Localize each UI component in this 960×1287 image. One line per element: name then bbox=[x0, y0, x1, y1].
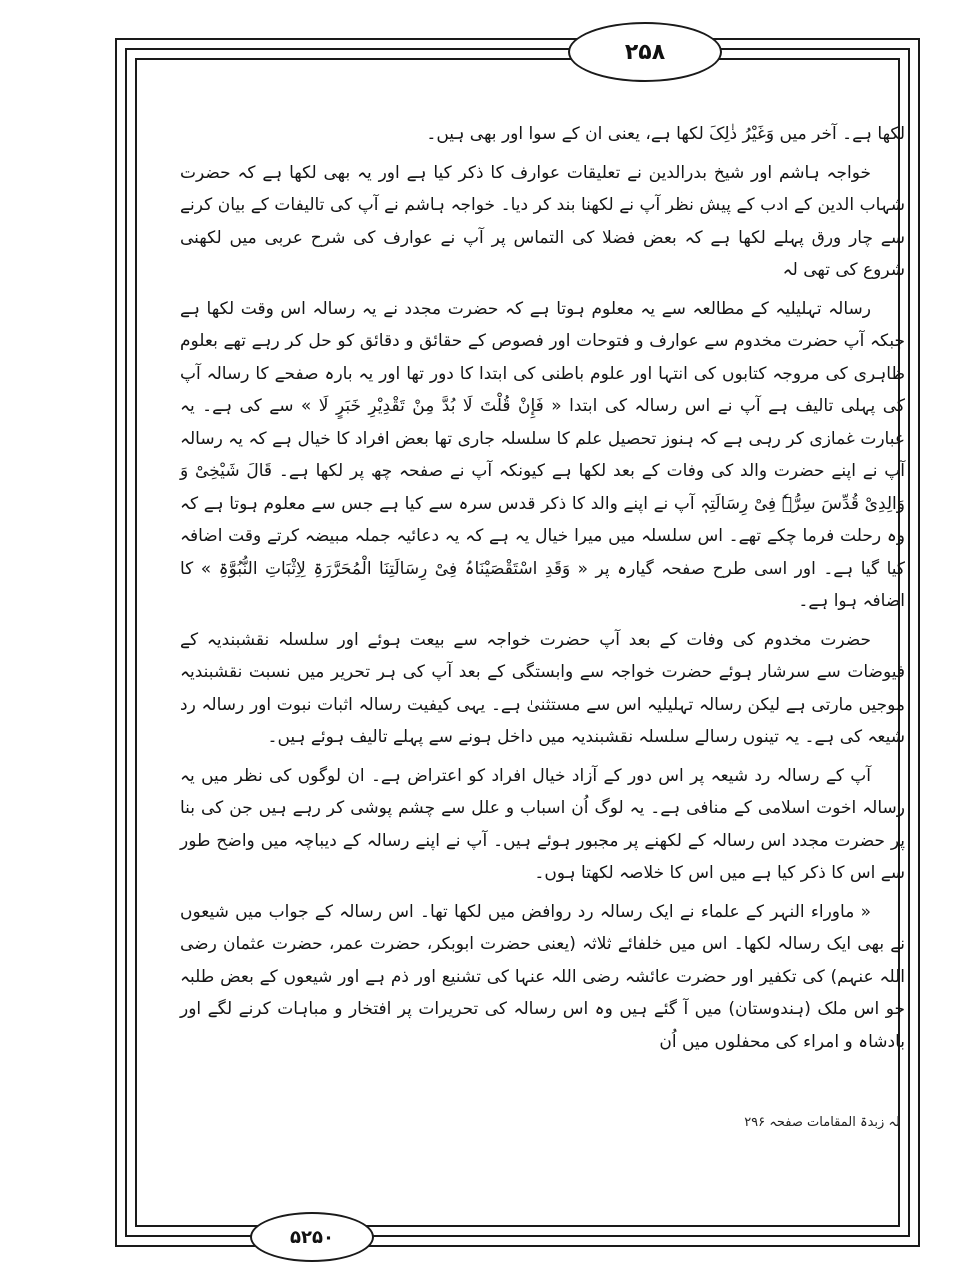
paragraph-5: آپ کے رسالہ رد شیعہ پر اس دور کے آزاد خیال افراد کو اعتراض ہے۔ ان لوگوں کی نظر میں یہ رسالہ اخوت اسلامی کے منافی ہے۔ یہ لوگ اُن اسباب و علل سے چشم پوشی کر رہے ہیں جن کی بنا پر حضرت مجدد اس رسالہ کے لکھنے پر مجبور ہوئے ہیں۔ آپ نے اپنے رسالہ کے دیباچہ میں واضح طور سے اس کا ذکر کیا ہے میں اس کا خلاصہ لکھتا ہوں۔ bbox=[180, 765, 905, 883]
page-body bbox=[180, 118, 905, 1064]
paragraph-3: رسالہ تہلیلیہ کے مطالعہ سے یہ معلوم ہوتا ہے کہ حضرت مجدد نے یہ رسالہ اس وقت لکھا ہے جبکہ آپ حضرت مخدوم سے عوارف و فتوحات اور فصوص کے حقائق و دقائق کو حل کر رہے تھے بعلوم ظاہری کی مروجہ کتابوں کی انتہا اور علوم باطنی کی ابتدا کا دور تھا اور یہ بارہ صفحے کا رسالہ آپ کی پہلی تالیف ہے آپ نے اس رسالہ کی ابتدا « فَإِنْ قُلْتَ لَا بُدَّ مِنْ تَقْدِیْرِ خَبَرٍ لَا » سے کی ہے۔ یہ عبارت غمازی کر رہی ہے کہ ہنوز تحصیل علم کا سلسلہ جاری تھا بعض افراد کا خیال ہے کہ یہ رسالہ آپ نے اپنے حضرت والد کی وفات کے بعد لکھا ہے کیونکہ آپ نے صفحہ چھ پر لکھا ہے۔ قَالَ شَیْخِیْ وَ وَالِدِیْ قُدِّسَ سِرُّہٗ فِیْ رِسَالَتِہٖ آپ نے اپنے والد کا ذکر قدس سرہ سے کیا ہے جس سے معلوم ہوتا ہے کہ وہ رحلت فرما چکے تھے۔ اس سلسلہ میں میرا خیال یہ ہے کہ یہ دعائیہ جملہ مبیضہ کرتے وقت اضافہ کیا گیا ہے۔ اور اسی طرح صفحہ گیارہ پر « وَقَدِ اسْتَقْصَیْنَاہُ فِیْ رِسَالَتِنَا الْمُحَرَّرَۃِ لِاِثْبَاتِ النُّبُوَّۃِ » کا اضافہ ہوا ہے۔ bbox=[180, 298, 905, 611]
paragraph-4: حضرت مخدوم کی وفات کے بعد آپ حضرت خواجہ سے بیعت ہوئے اور سلسلہ نقشبندیہ کے فیوضات سے سرشار ہوئے حضرت خواجہ سے وابستگی کے بعد آپ کی ہر تحریر میں نسبت نقشبندیہ موجیں مارتی ہے لیکن رسالہ تہلیلیہ اس سے مستثنیٰ ہے۔ یہی کیفیت رسالہ اثبات نبوت اور رسالہ رد شیعہ کی ہے۔ یہ تینوں رسالے سلسلہ نقشبندیہ میں داخل ہونے سے پہلے تالیف ہوئے ہیں۔ bbox=[180, 629, 905, 747]
page-number-bottom: ۵۲۵۰ bbox=[250, 1212, 374, 1262]
paragraph-6: « ماوراء النہر کے علماء نے ایک رسالہ رد روافض میں لکھا تھا۔ اس رسالہ کے جواب میں شیعوں نے بھی ایک رسالہ لکھا۔ اس میں خلفائے ثلاثہ (یعنی حضرت ابوبکر، حضرت عمر، حضرت عثمان رضی اللہ عنہم) کی تکفیر اور حضرت عائشہ رضی اللہ عنہا کی تشنیع اور ذم ہے اور شیعوں کے بعض طلبہ جو اس ملک (ہندوستان) میں آ گئے ہیں وہ اس رسالہ کی تحریرات پر افتخار و مباہات کرنے لگے اور بادشاہ و امراء کی محفلوں میں اُن bbox=[180, 901, 905, 1052]
page-number-top: ۲۵۸ bbox=[568, 22, 722, 82]
paragraph-2: خواجہ ہاشم اور شیخ بدرالدین نے تعلیقات عوارف کا ذکر کیا ہے اور یہ بھی لکھا ہے کہ حضرت شہاب الدین کے ادب کے پیش نظر آپ نے لکھنا بند کر دیا۔ خواجہ ہاشم نے آپ کی تالیفات کے بیان کرنے سے چار ورق پہلے لکھا ہے کہ بعض فضلا کی التماس پر آپ نے عوارف کی شرح عربی میں لکھنی شروع کی تھی لہ bbox=[180, 162, 905, 280]
paragraph-1: لکھا ہے۔ آخر میں وَغَیْرُ ذٰلِکَ لکھا ہے، یعنی ان کے سوا اور بھی ہیں۔ bbox=[426, 124, 905, 144]
footnote: لہ زبدۃ المقامات صفحہ ۲۹۶ bbox=[744, 1115, 900, 1130]
